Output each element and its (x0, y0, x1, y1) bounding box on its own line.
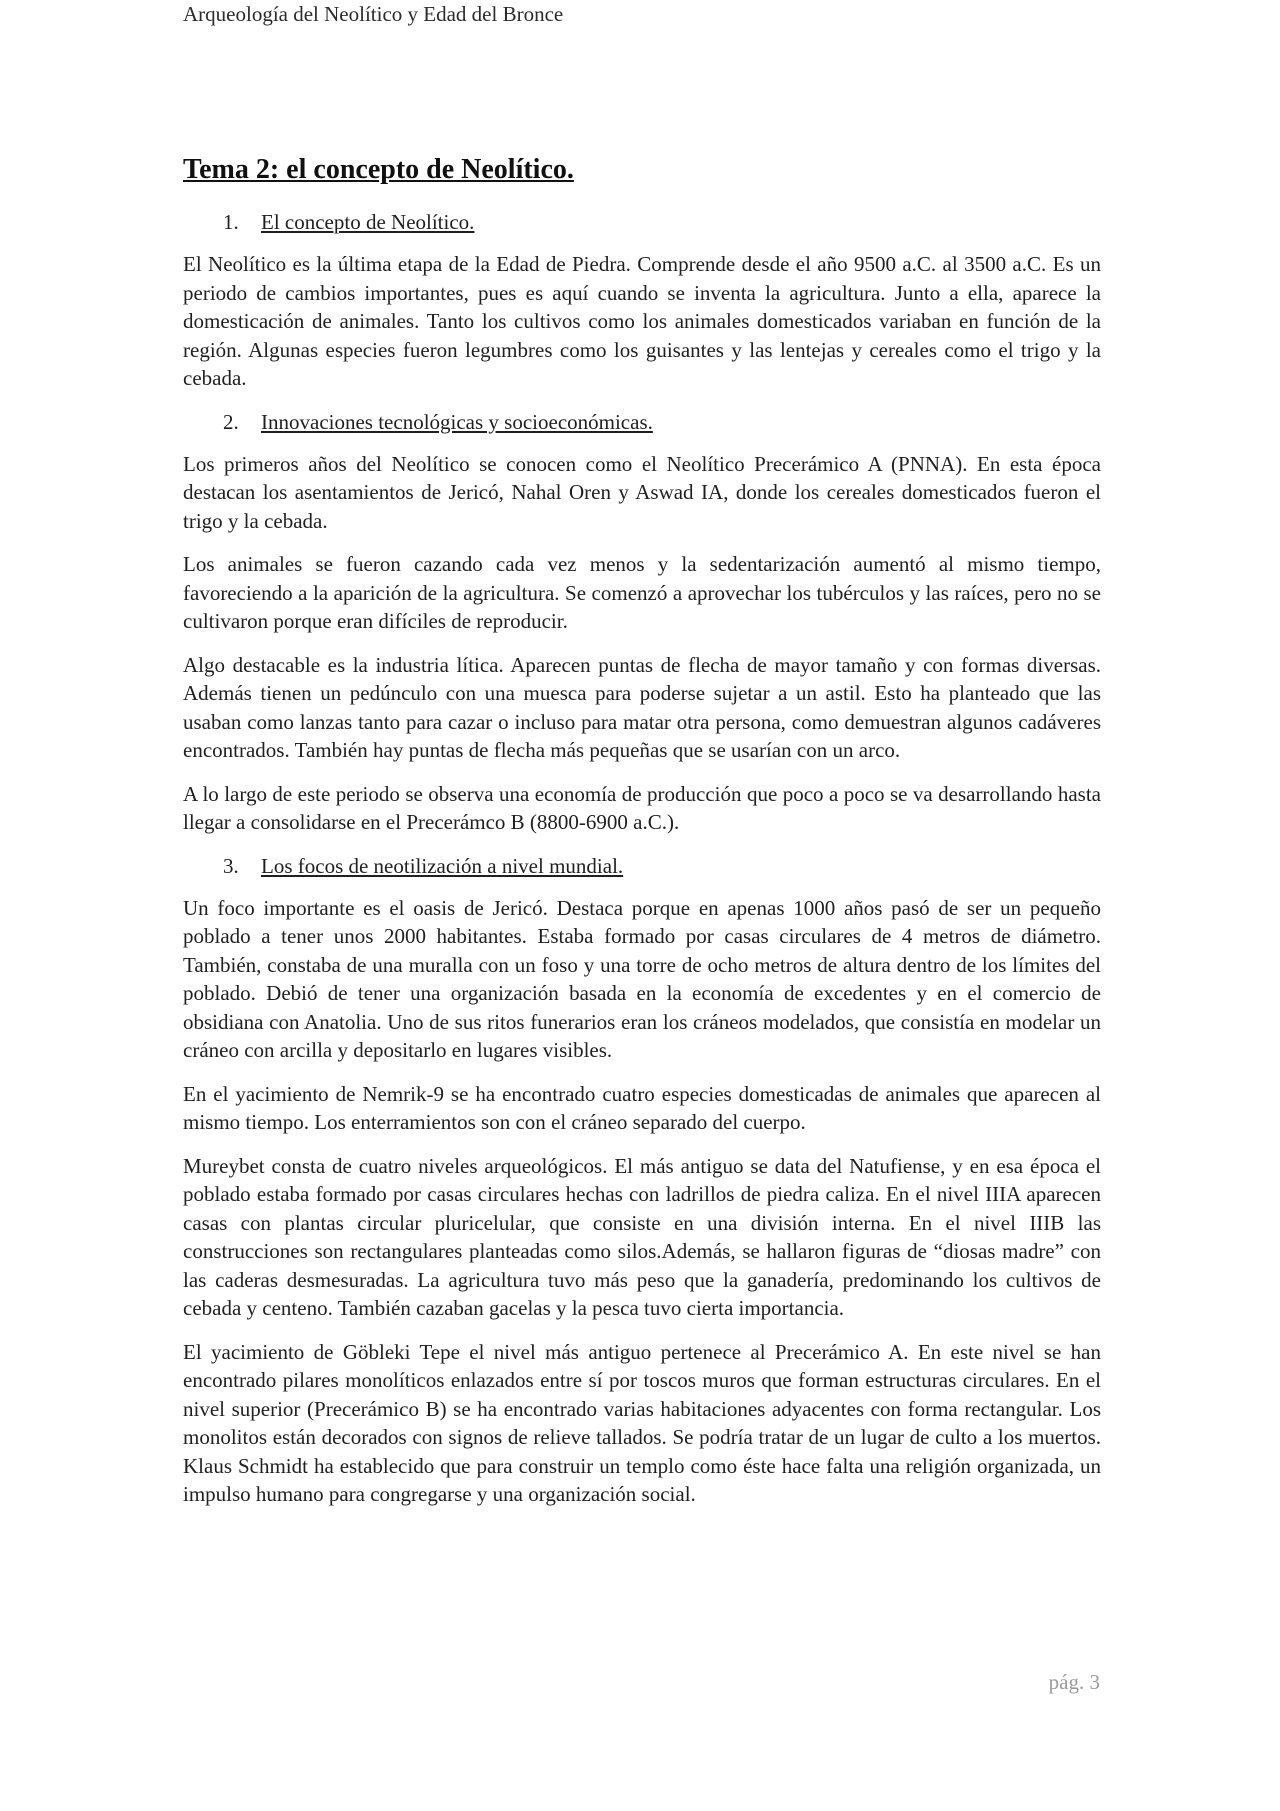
page-title: Tema 2: el concepto de Neolítico. (183, 154, 574, 185)
section-number: 2. (223, 409, 239, 434)
section-heading-3 (223, 852, 1101, 880)
paragraph: Algo destacable es la industria lítica. Aparecen puntas de flecha de mayor tamaño y con formas diversas. Además tienen un pedúnculo con una muesca para poderse sujetar a un astil. Esto ha planteado que las usaban como lanzas tanto para cazar o incluso para matar otra persona, como demuestran algunos cadáveres encontrados. También hay puntas de flecha más pequeñas que se usarían con un arco. (183, 652, 1101, 762)
section-heading-2 (223, 408, 1101, 436)
paragraph: El Neolítico es la última etapa de la Edad de Piedra. Comprende desde el año 9500 a.C. al 3500 a.C. Es un periodo de cambios importantes, pues es aquí cuando se inventa la agricultura. Junto a ella, aparece la domesticación de animales. Tanto los cultivos como los animales domesticados variaban en función de la región. Algunas especies fueron legumbres como los guisantes y las lentejas y cereales como el trigo y la cebada. (183, 252, 1101, 390)
section-number: 3. (223, 853, 239, 878)
section-heading-label: Innovaciones tecnológicas y socioeconómicas. (261, 409, 653, 434)
paragraph: El yacimiento de Göbleki Tepe el nivel más antiguo pertenece al Precerámico A. En este nivel se han encontrado pilares monolíticos enlazados entre sí por toscos muros que forman estructuras circulares. En el nivel superior (Precerámico B) se ha encontrado varias habitaciones adyacentes con forma rectangular. Los monolitos están decorados con signos de relieve tallados. Se podría tratar de un lugar de culto a los muertos. Klaus Schmidt ha establecido que para construir un templo como éste hace falta una religión organizada, un impulso humano para congregarse y una organización social. (183, 1339, 1101, 1506)
section-heading-label: El concepto de Neolítico. (261, 210, 475, 234)
section-number: 1. (223, 210, 239, 234)
paragraph: A lo largo de este periodo se observa una economía de producción que poco a poco se va desarrollando hasta llegar a consolidarse en el Precerámco B (8800-6900 a.C.). (183, 781, 1101, 834)
section-heading-label: Los focos de neotilización a nivel mundial. (261, 853, 624, 878)
paragraph: Mureybet consta de cuatro niveles arqueológicos. El más antiguo se data del Natufiense, y en esa época el poblado estaba formado por casas circulares hechas con ladrillos de piedra caliza. En el nivel IIIA aparecen casas con plantas circular pluricelular, que consiste en una división interna. En el nivel IIIB las construcciones son rectangulares planteadas como silos.Además, se hallaron figuras de “diosas madre” con las caderas desmesuradas. La agricultura tuvo más peso que la ganadería, predominando los cultivos de cebada y centeno. También cazaban gacelas y la pesca tuvo cierta importancia. (183, 1153, 1101, 1320)
paragraph: En el yacimiento de Nemrik-9 se ha encontrado cuatro especies domesticadas de animales que aparecen al mismo tiempo. Los enterramientos son con el cráneo separado del cuerpo. (183, 1081, 1101, 1134)
paragraph: Los primeros años del Neolítico se conocen como el Neolítico Precerámico A (PNNA). En esta época destacan los asentamientos de Jericó, Nahal Oren y Aswad IA, donde los cereales domesticados fueron el trigo y la cebada. (183, 451, 1101, 533)
page-number: pág. 3 (1048, 1670, 1100, 1694)
paragraph: Los animales se fueron cazando cada vez menos y la sedentarización aumentó al mismo tiempo, favoreciendo a la aparición de la agricultura. Se comenzó a aprovechar los tubérculos y las raíces, pero no se cultivaron porque eran difíciles de reproducir. (183, 552, 1101, 633)
document-body (183, 150, 1101, 1524)
running-header: Arqueología del Neolítico y Edad del Bronce (183, 2, 564, 26)
section-heading-1 (223, 208, 1101, 236)
paragraph: Un foco importante es el oasis de Jericó. Destaca porque en apenas 1000 años pasó de ser un pequeño poblado a tener unos 2000 habitantes. Estaba formado por casas circulares de 4 metros de diámetro. También, constaba de una muralla con un foso y una torre de ocho metros de altura dentro de los límites del poblado. Debió de tener una organización basada en la economía de excedentes y en el comercio de obsidiana con Anatolia. Uno de sus ritos funerarios eran los cráneos modelados, que consistía en modelar un cráneo con arcilla y depositarlo en lugares visibles. (183, 895, 1101, 1062)
